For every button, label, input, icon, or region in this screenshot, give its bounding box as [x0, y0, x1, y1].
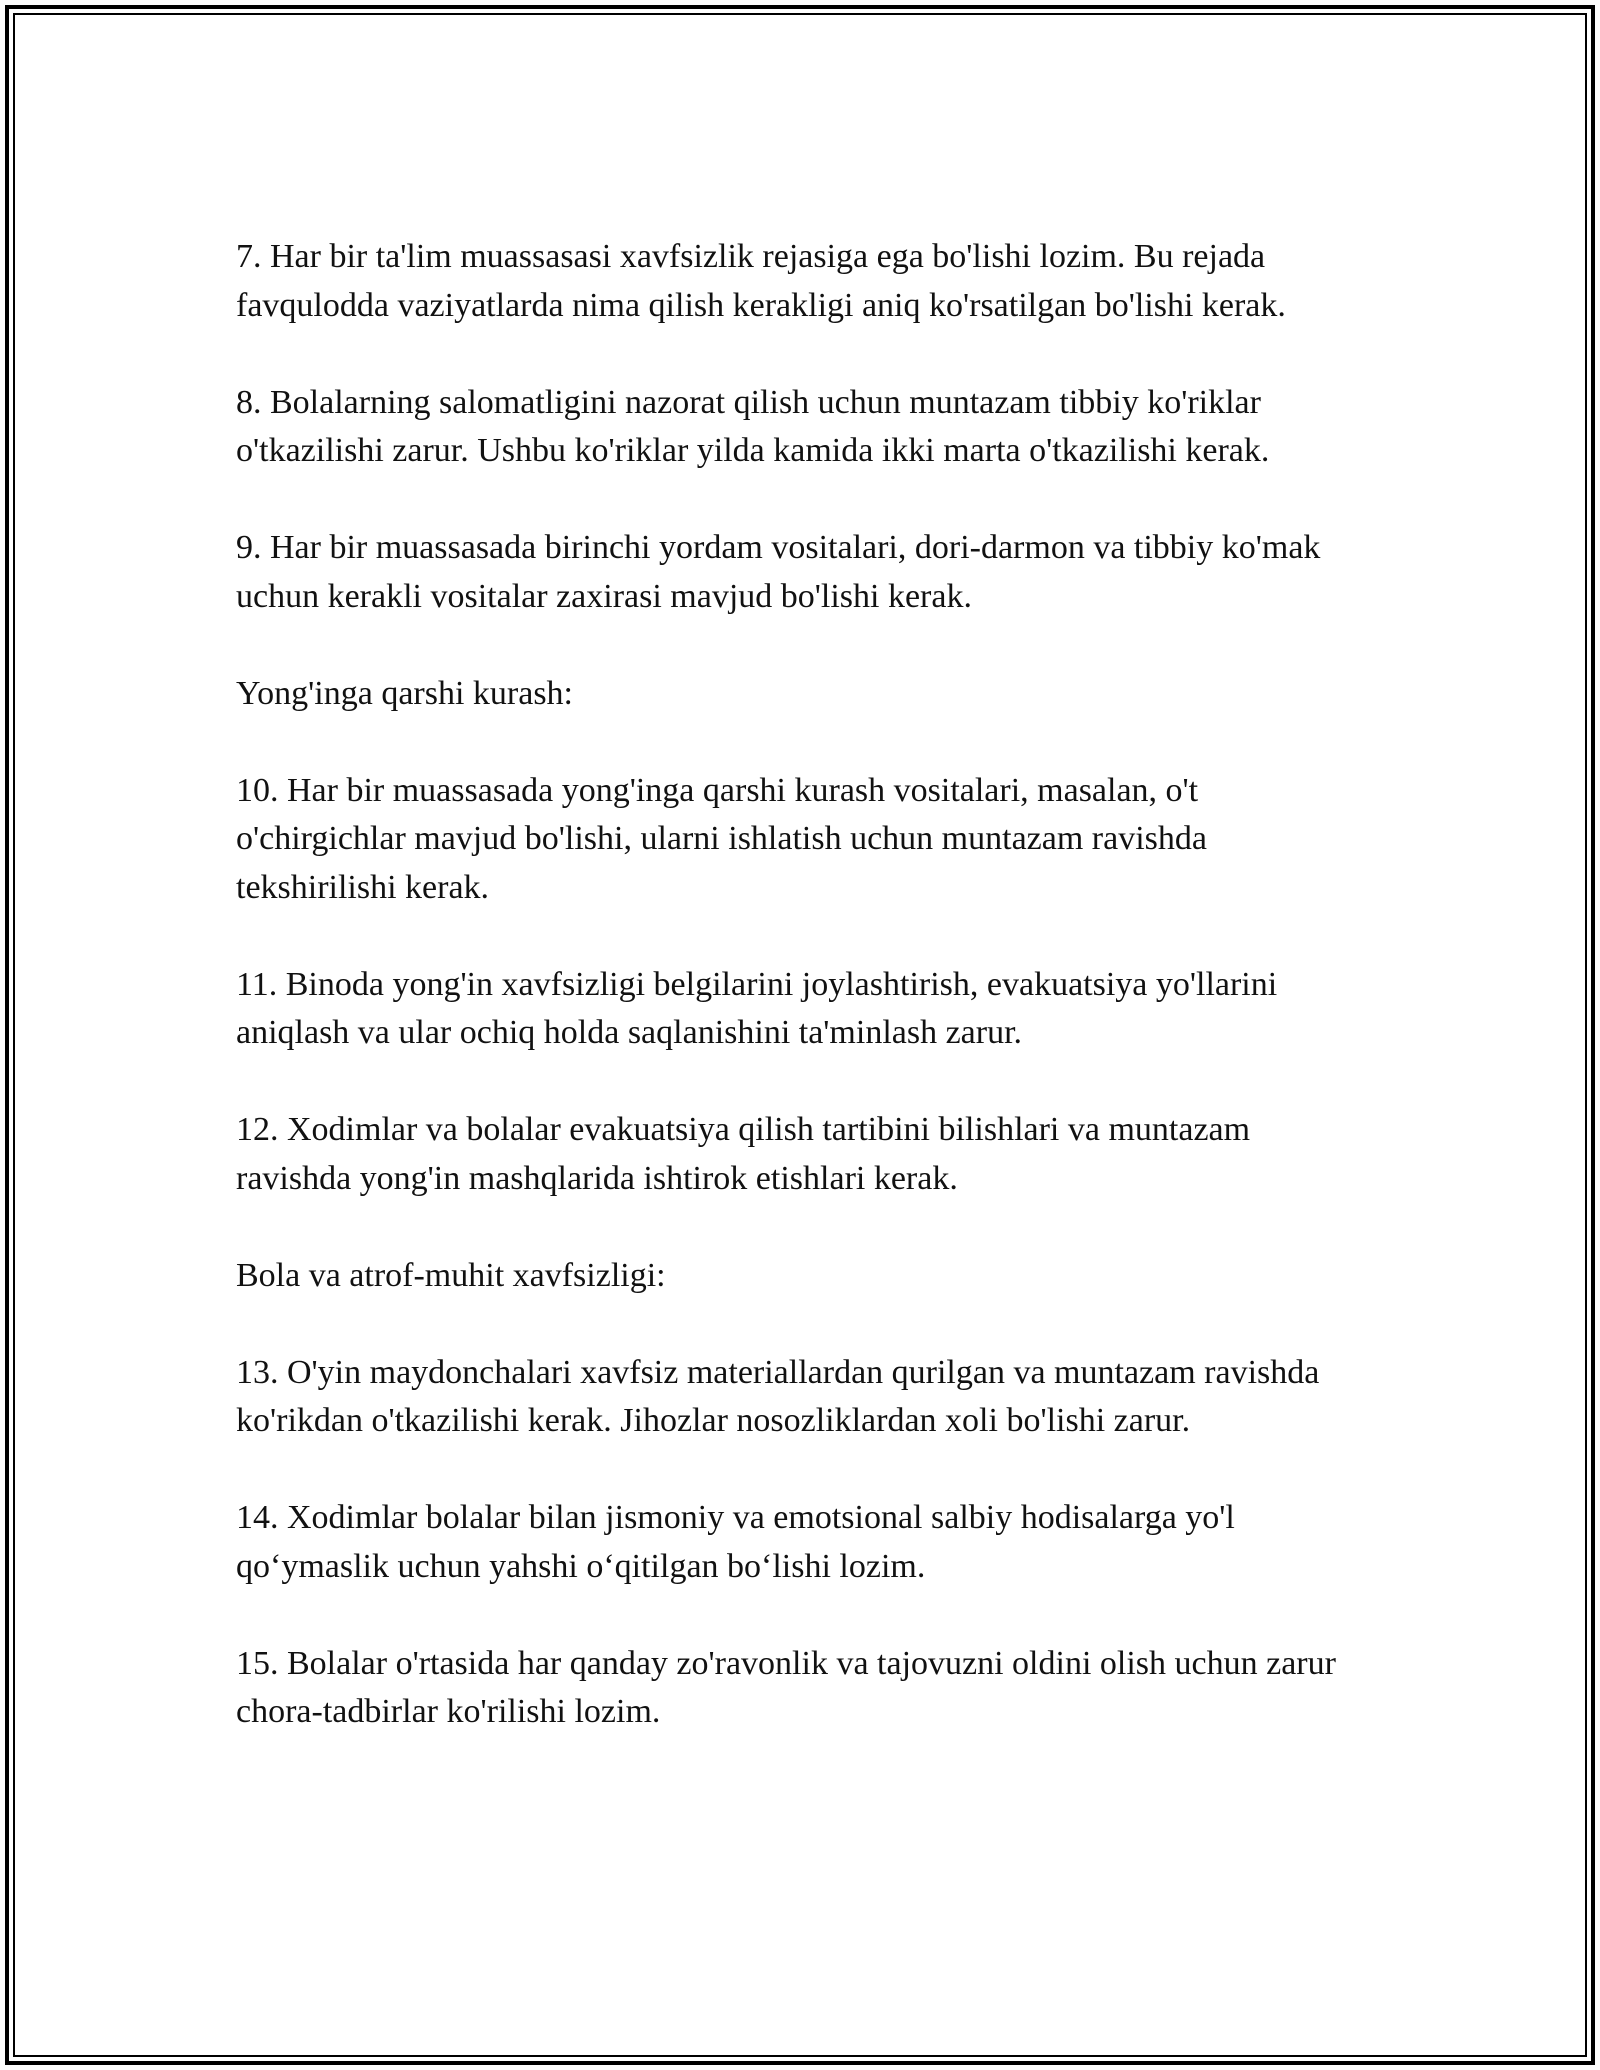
paragraph-item-7: 7. Har bir ta'lim muassasasi xavfsizlik rejasiga ega bo'lishi lozim. Bu rejada favqulodda vaziyatlarda nima qilish kerakligi aniq ko'rsatilgan bo'lishi kerak. [236, 238, 1286, 324]
section-heading-child-environment-safety: Bola va atrof-muhit xavfsizligi: [236, 1256, 666, 1294]
paragraph-item-8: 8. Bolalarning salomatligini nazorat qilish uchun muntazam tibbiy ko'riklar o'tkazilishi zarur. Ushbu ko'riklar yilda kamida ikki marta o'tkazilishi kerak. [236, 383, 1270, 469]
paragraph-item-12: 12. Xodimlar va bolalar evakuatsiya qilish tartibini bilishlari va muntazam ravishda yong'in mashqlarida ishtirok etishlari kerak. [236, 1111, 1251, 1197]
section-heading-fire-safety: Yong'inga qarshi kurash: [236, 674, 573, 712]
document-body [236, 233, 1366, 1737]
paragraph-item-15: 15. Bolalar o'rtasida har qanday zo'ravonlik va tajovuzni oldini olish uchun zarur chora-tadbirlar ko'rilishi lozim. [236, 1644, 1336, 1730]
paragraph-item-13: 13. O'yin maydonchalari xavfsiz materiallardan qurilgan va muntazam ravishda ko'rikdan o'tkazilishi kerak. Jihozlar nosozliklardan xoli bo'lishi zarur. [236, 1353, 1320, 1439]
paragraph-item-10: 10. Har bir muassasada yong'inga qarshi kurash vositalari, masalan, o't o'chirgichlar mavjud bo'lishi, ularni ishlatish uchun muntazam ravishda tekshirilishi kerak. [236, 771, 1207, 906]
paragraph-item-9: 9. Har bir muassasada birinchi yordam vositalari, dori-darmon va tibbiy ko'mak uchun kerakli vositalar zaxirasi mavjud bo'lishi kerak. [236, 529, 1321, 615]
paragraph-item-14: 14. Xodimlar bolalar bilan jismoniy va emotsional salbiy hodisalarga yo'l qo‘ymaslik uchun yahshi o‘qitilgan bo‘lishi lozim. [236, 1499, 1235, 1585]
paragraph-item-11: 11. Binoda yong'in xavfsizligi belgilarini joylashtirish, evakuatsiya yo'llarini aniqlash va ular ochiq holda saqlanishini ta'minlash zarur. [236, 965, 1278, 1051]
